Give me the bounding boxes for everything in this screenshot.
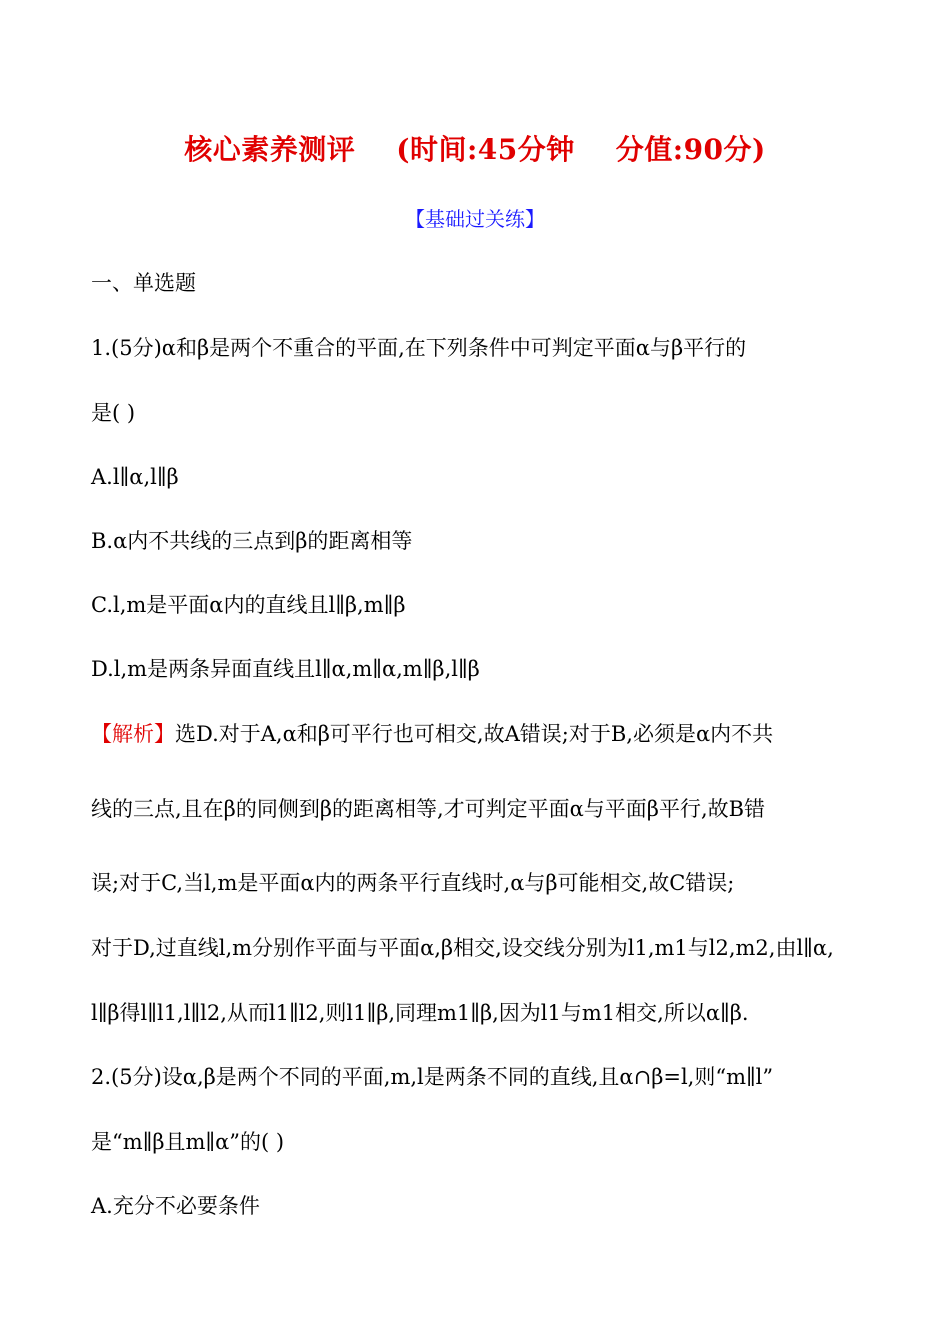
analysis-tag: 【解析】 <box>91 722 175 746</box>
q1-stem-line1: 1.(5分)α和β是两个不重合的平面,在下列条件中可判定平面α与β平行的 <box>91 336 747 360</box>
q1-stem-line2: 是( ) <box>91 401 136 425</box>
part-heading: 一、单选题 <box>91 271 196 295</box>
q2-stem-line1: 2.(5分)设α,β是两个不同的平面,m,l是两条不同的直线,且α∩β=l,则“m∥l” <box>91 1065 774 1089</box>
q1-analysis-line1 <box>91 720 773 748</box>
q1-analysis-line5: l∥β得l∥l1,l∥l2,从而l1∥l2,则l1∥β,同理m1∥β,因为l1与m1相交,所以α∥β. <box>91 1001 749 1025</box>
q1-analysis-line3: 误;对于C,当l,m是平面α内的两条平行直线时,α与β可能相交,故C错误; <box>91 871 735 895</box>
q1-analysis-line4: 对于D,过直线l,m分别作平面与平面α,β相交,设交线分别为l1,m1与l2,m2,由l∥α, <box>91 936 834 960</box>
q1-option-d: D.l,m是两条异面直线且l∥α,m∥α,m∥β,l∥β <box>91 657 480 681</box>
q1-option-c: C.l,m是平面α内的直线且l∥β,m∥β <box>91 593 406 617</box>
q1-analysis-line2: 线的三点,且在β的同侧到β的距离相等,才可判定平面α与平面β平行,故B错 <box>91 797 766 821</box>
q1-option-b: B.α内不共线的三点到β的距离相等 <box>91 529 413 553</box>
analysis-text-1: 选D.对于A,α和β可平行也可相交,故A错误;对于B,必须是α内不共 <box>175 722 774 746</box>
section-heading: 【基础过关练】 <box>405 207 545 231</box>
q1-option-a: A.l∥α,l∥β <box>91 465 179 489</box>
q2-stem-line2: 是“m∥β且m∥α”的( ) <box>91 1130 285 1154</box>
page-title: 核心素养测评 (时间:45分钟 分值:90分) <box>184 133 766 166</box>
q2-option-a: A.充分不必要条件 <box>91 1194 260 1218</box>
